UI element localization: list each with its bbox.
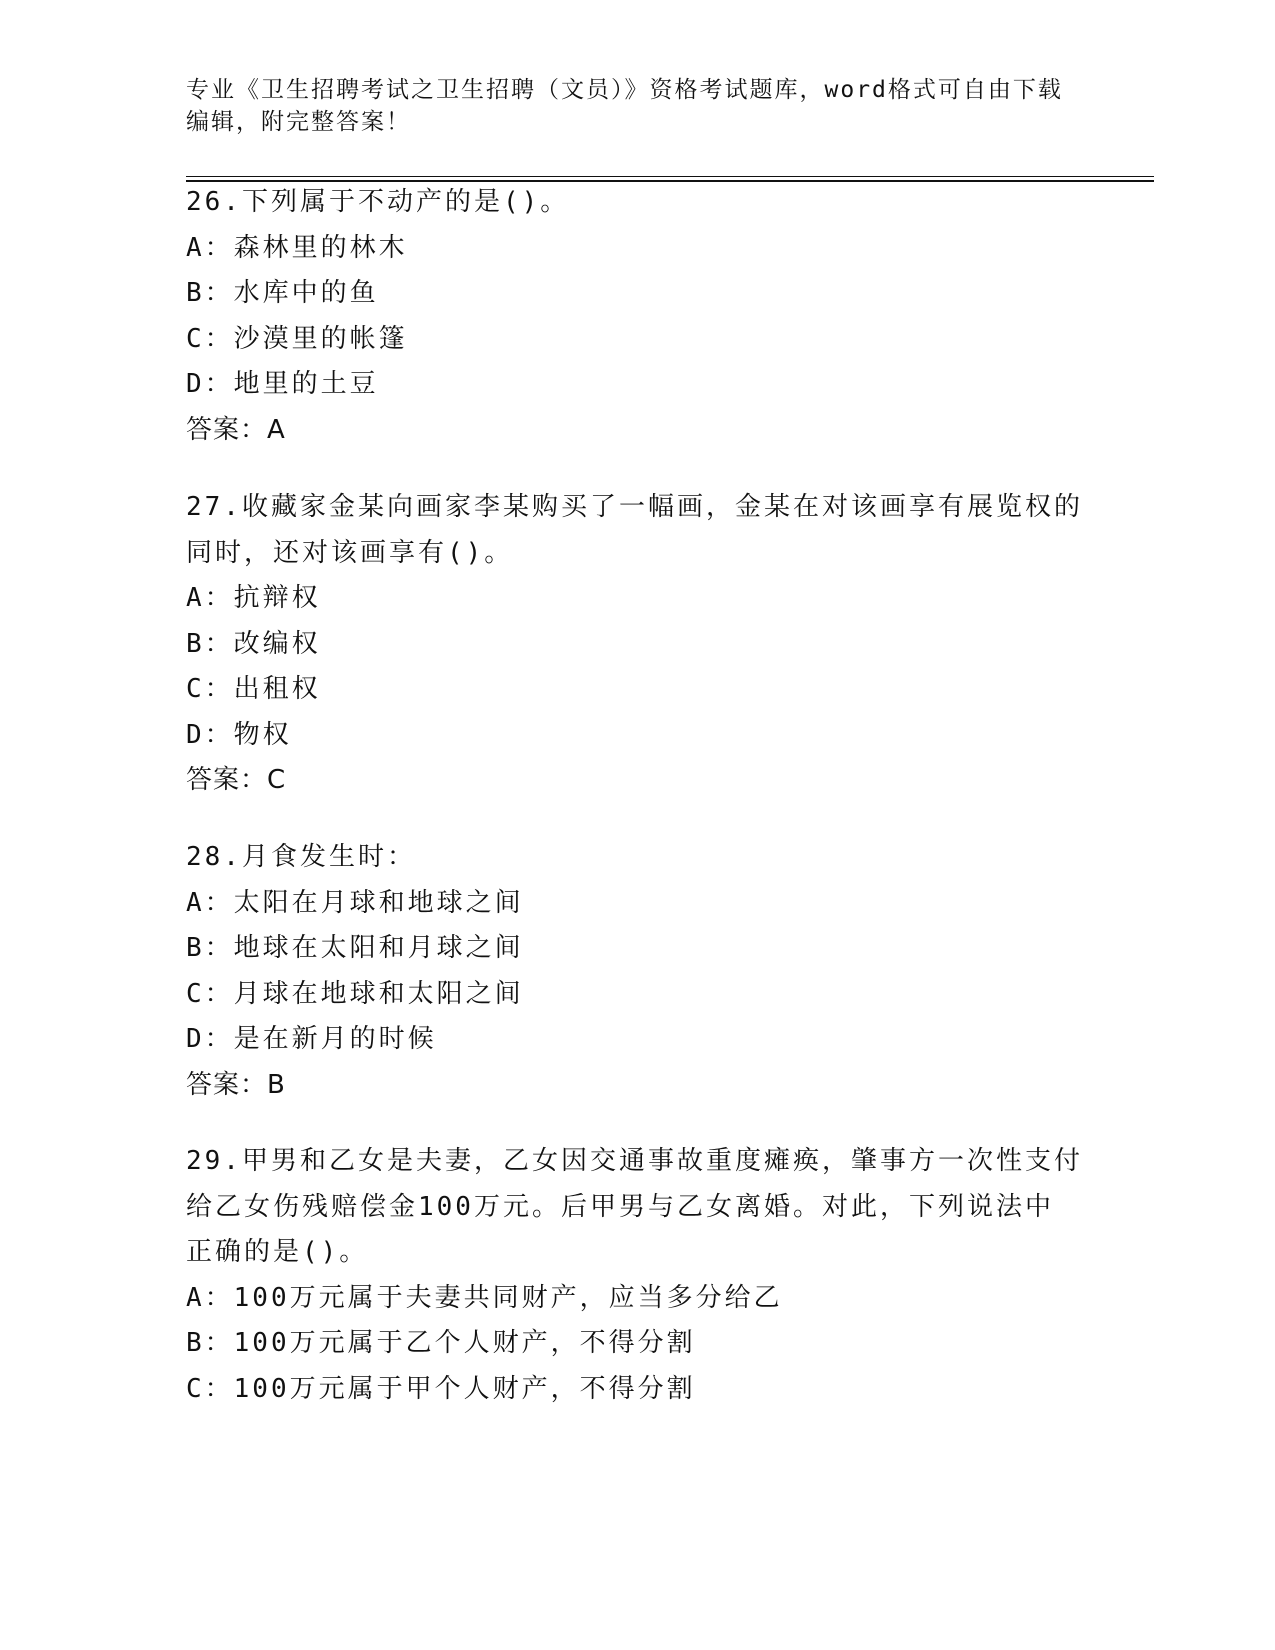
- option-a: A：抗辩权: [186, 583, 321, 613]
- document-header: [186, 74, 1086, 138]
- option-a: A：森林里的林木: [186, 232, 408, 263]
- question-stem: 27.收藏家金某向画家李某购买了一幅画，金某在对该画享有展览权的: [186, 492, 1083, 522]
- option-b: B：改编权: [186, 628, 321, 659]
- option-b: B：地球在太阳和月球之间: [186, 933, 524, 963]
- question-stem: 28.月食发生时：: [186, 842, 416, 872]
- question-stem: 26.下列属于不动产的是()。: [186, 187, 570, 217]
- option-b: B：水库中的鱼: [186, 278, 379, 308]
- question-stem: 29.甲男和乙女是夫妻，乙女因交通事故重度瘫痪，肇事方一次性支付: [186, 1146, 1083, 1176]
- question-stem-continued: 正确的是()。: [186, 1237, 369, 1267]
- option-c: C：100万元属于甲个人财产，不得分割: [186, 1373, 696, 1404]
- option-d: D：地里的土豆: [186, 369, 379, 399]
- option-c: C：月球在地球和太阳之间: [186, 978, 524, 1009]
- question-28: [186, 835, 1086, 1108]
- header-line-1: 专业《卫生招聘考试之卫生招聘（文员）》资格考试题库，word格式可自由下载: [186, 77, 1063, 103]
- option-a: A：太阳在月球和地球之间: [186, 887, 524, 918]
- question-27: [186, 485, 1086, 804]
- answer: 答案：B: [186, 1069, 286, 1100]
- option-c: C：出租权: [186, 674, 321, 704]
- question-stem-continued: 同时，还对该画享有()。: [186, 537, 514, 568]
- header-line-2: 编辑，附完整答案！: [186, 109, 411, 135]
- question-29: [186, 1139, 1086, 1412]
- question-26: [186, 180, 1086, 453]
- question-stem-continued: 给乙女伤残赔偿金100万元。后甲男与乙女离婚。对此，下列说法中: [186, 1191, 1054, 1222]
- header-divider-thin: [186, 176, 1154, 177]
- answer: 答案：A: [186, 414, 286, 445]
- option-c: C：沙漠里的帐篷: [186, 323, 408, 354]
- option-a: A：100万元属于夫妻共同财产，应当多分给乙: [186, 1282, 783, 1313]
- option-b: B：100万元属于乙个人财产，不得分割: [186, 1328, 696, 1358]
- option-d: D：物权: [186, 719, 292, 750]
- answer: 答案：C: [186, 765, 287, 795]
- option-d: D：是在新月的时候: [186, 1024, 437, 1054]
